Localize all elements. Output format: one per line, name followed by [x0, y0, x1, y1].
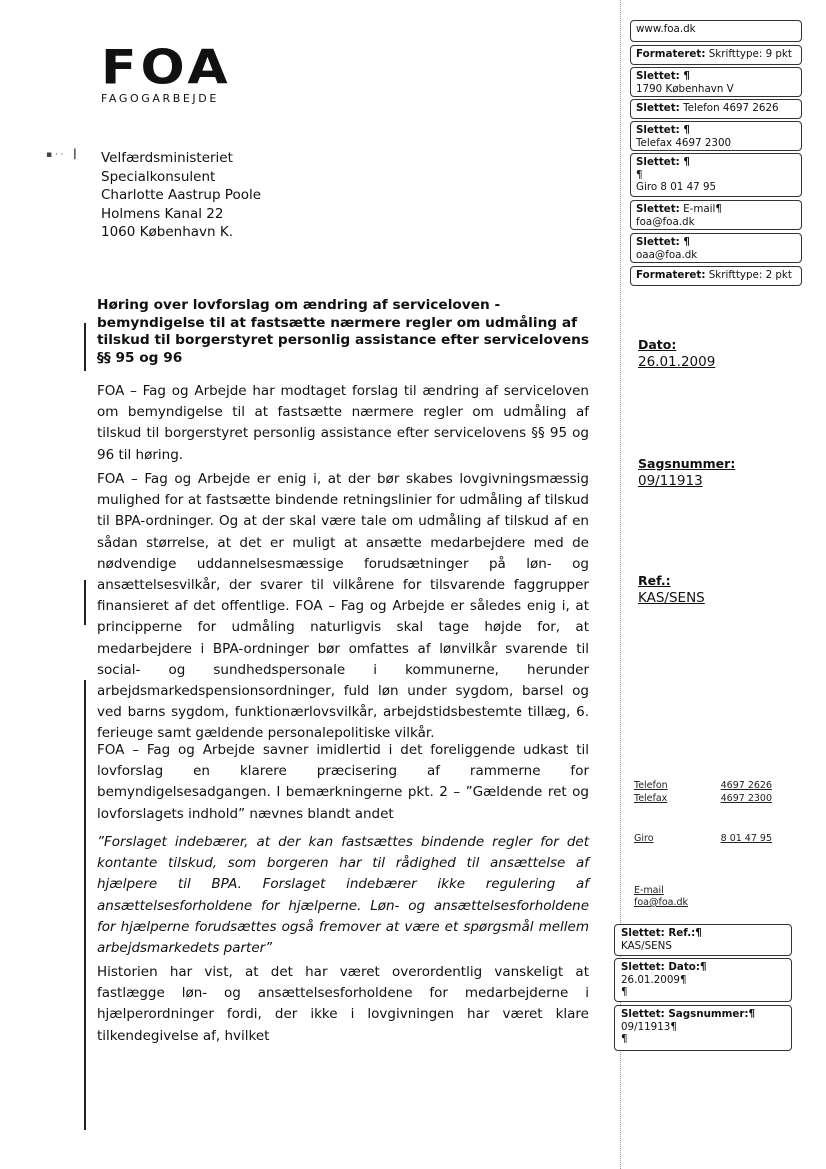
address-line: Holmens Kanal 22: [101, 205, 224, 222]
comment-text: Telefon 4697 2626: [683, 102, 779, 114]
paragraph: FOA – Fag og Arbejde savner imidlertid i det foreliggende udkast til lovforslag en klarere præcisering af rammerne for bemyndigelsesadgangen. I bemærkningerne pkt. 2 – ”Gældende ret og lovforslagets indhold” nævnes blandt andet: [97, 742, 589, 822]
comment-text: www.foa.dk: [636, 23, 696, 35]
change-bar: [84, 680, 86, 1130]
quote-paragraph: ”Forslaget indebærer, at der kan fastsættes bindende regler for det kontante tilskud, som borgeren har til rådighed til ansættelse af hjælpere til BPA. Forslaget indebærer ikke regulering af ansættelsesforholdene for hjælperne. Løn- og ansættelsesforholdene for hjælperne forudsættes også fremover at være et spørgsmål mellem arbejdsmarkedets parter”: [97, 834, 589, 957]
address-line: Specialkonsulent: [101, 168, 216, 185]
email-label: E-mail: [634, 885, 664, 896]
date-value: 26.01.2009: [638, 354, 716, 370]
comment-box[interactable]: [614, 924, 792, 956]
address-line: Charlotte Aastrup Poole: [101, 187, 262, 203]
recipient-address: [101, 149, 261, 242]
date-label: Dato:: [638, 337, 677, 352]
comment-text: oaa@foa.dk: [636, 248, 698, 261]
paragraph: FOA – Fag og Arbejde er enig i, at der bør skabes lovgivningsmæssig mulighed for at fastsætte bindende retningslinier for udmåling af tilskud til BPA-ordninger. Og at der skal være tale om udmåling af tilskud af en sådan størrelse, at det er muligt at ansætte medarbejdere med de nødvendige uddannelsesmæssige forudsætninger på løn- og ansættelsesvilkår, der svarer til vilkårene for tilsvarende faggrupper finansieret af det offentlige. FOA – Fag og Arbejde er således enig i, at principperne for udmåling naturligvis skal tage højde for, at medarbejdere i BPA-ordninger bør omfattes af lønvilkår svarende til social- og sundhedspersonale i kommunerne, herunder arbejdsmarkedspensionsordninger, fuld løn under sygdom, barsel og ved barns sygdom, funktionærlovsvilkår, arbejdstidsbestemte tillæg, 6. ferieuge samt gældende personalepolitiske vilkår.: [97, 471, 589, 742]
address-line: Velfærdsministeriet: [101, 150, 233, 166]
case-number-label: Sagsnummer:: [638, 456, 736, 471]
comment-text: KAS/SENS: [621, 939, 672, 952]
comment-head: Slettet: Ref.:¶: [621, 927, 702, 939]
comment-text: Skrifttype: 9 pkt: [708, 48, 792, 60]
comment-box[interactable]: [630, 67, 802, 97]
comment-text: Skrifttype: 2 pkt: [708, 269, 792, 281]
foa-logo-subtitle: FAGOGARBEJDE: [101, 92, 219, 105]
letter-subject: Høring over lovforslag om ændring af serviceloven - bemyndigelse til at fastsætte nærmere regler om udmåling af tilskud til borgerstyret personlig assistance efter servicelovens §§ 95 og 96: [97, 297, 590, 366]
comment-box[interactable]: [630, 153, 802, 197]
contact-phone: [634, 779, 772, 805]
comment-text: Giro 8 01 47 95: [636, 181, 717, 193]
comment-head: Slettet:: [636, 102, 680, 114]
phone-value: 4697 2626: [720, 780, 772, 791]
comment-text: foa@foa.dk: [636, 215, 695, 228]
comment-head: Slettet: Sagsnummer:¶: [621, 1008, 756, 1020]
comment-head: Formateret:: [636, 48, 706, 60]
giro-value: 8 01 47 95: [720, 833, 772, 844]
paragraph: FOA – Fag og Arbejde har modtaget forslag til ændring af serviceloven om bemyndigelse til at fastsætte nærmere regler om udmåling af tilskud til borgerstyret personlig assistance efter servicelovens §§ 95 og 96 til høring.: [97, 383, 589, 463]
comment-head: Slettet: ¶: [636, 236, 690, 248]
change-bar: [84, 323, 86, 371]
case-number-value: 09/11913: [638, 473, 703, 489]
comment-text: ¶: [621, 1033, 628, 1045]
giro-label: Giro: [634, 833, 654, 844]
address-line: 1060 København K.: [101, 224, 234, 240]
comment-box[interactable]: [630, 45, 802, 65]
comment-box[interactable]: [614, 958, 792, 1002]
ref-label: Ref.:: [638, 573, 671, 588]
comment-box[interactable]: [630, 99, 802, 119]
email-value: foa@foa.dk: [634, 897, 689, 908]
contact-giro: [634, 832, 772, 845]
comment-box[interactable]: [630, 200, 802, 230]
foa-logo: FOA: [101, 41, 232, 95]
comment-box[interactable]: [630, 121, 802, 151]
comment-box[interactable]: [630, 20, 802, 42]
comment-head: Slettet:: [636, 203, 680, 215]
comment-box[interactable]: [614, 1005, 792, 1051]
phone-label: Telefon: [634, 780, 668, 791]
contact-email: [634, 885, 688, 909]
comment-text: ¶: [636, 168, 643, 181]
comment-head: Formateret:: [636, 269, 706, 281]
comment-head: Slettet: Dato:¶: [621, 961, 707, 973]
fax-label: Telefax: [634, 793, 668, 804]
comment-text: 09/11913¶: [621, 1020, 677, 1033]
comment-head: Slettet: ¶: [636, 70, 690, 82]
comment-text: 26.01.2009¶: [621, 973, 687, 986]
comment-box[interactable]: [630, 266, 802, 286]
scan-marks: ▪ · · ┃: [46, 150, 78, 160]
paragraph: Historien har vist, at det har været overordentlig vanskeligt at fastlægge løn- og ansættelsesforholdene for medarbejderne i hjælperordninger fordi, der ikke i lovgivningen har været klare tilkendegivelse af, hvilket: [97, 964, 589, 1044]
change-bar: [84, 580, 86, 625]
comment-text: 1790 København V: [636, 82, 734, 95]
ref-value: KAS/SENS: [638, 590, 705, 606]
comment-box[interactable]: [630, 233, 802, 263]
comment-head: Slettet: ¶: [636, 156, 690, 168]
comment-text: E-mail¶: [683, 203, 722, 215]
comment-head: Slettet: ¶: [636, 124, 690, 136]
comment-text: ¶: [621, 986, 628, 998]
fax-value: 4697 2300: [720, 793, 772, 804]
comment-text: Telefax 4697 2300: [636, 136, 732, 149]
